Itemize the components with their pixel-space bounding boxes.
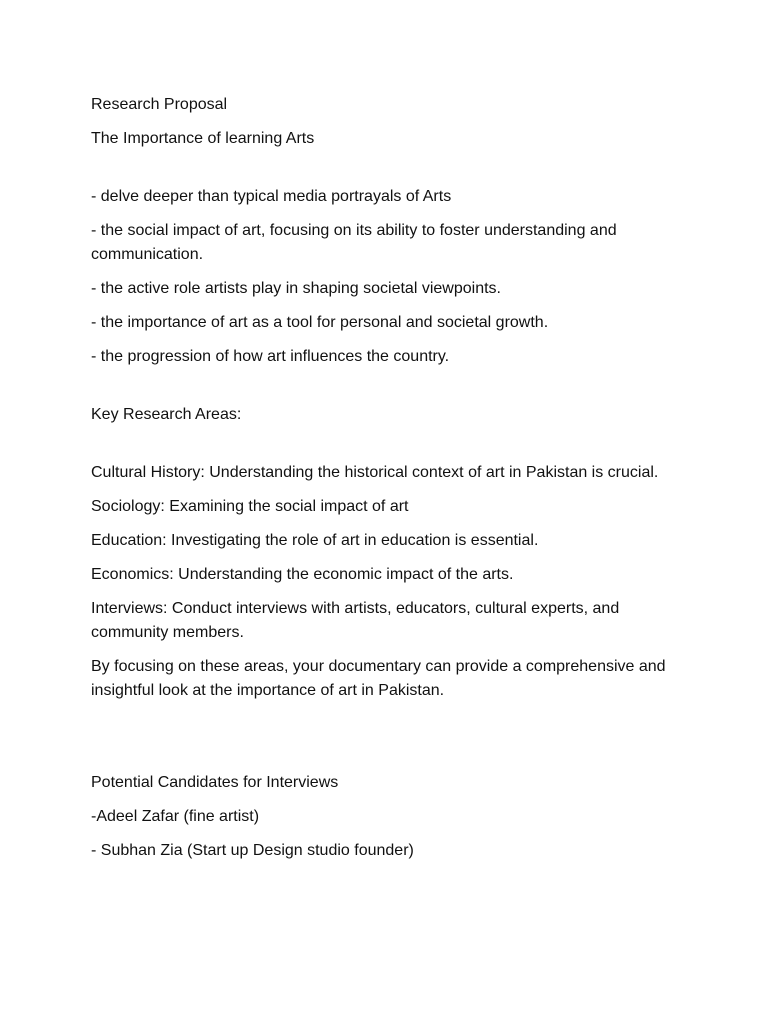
document-body xyxy=(91,93,691,873)
bullet-item: - the social impact of art, focusing on its ability to foster understanding and communication. xyxy=(91,222,617,263)
key-area-item: Cultural History: Understanding the historical context of art in Pakistan is crucial. xyxy=(91,464,659,481)
bullet-item: - delve deeper than typical media portrayals of Arts xyxy=(91,188,452,205)
summary-paragraph: By focusing on these areas, your documentary can provide a comprehensive and insightful look at the importance of art in Pakistan. xyxy=(91,658,666,699)
bullet-item: - the active role artists play in shaping societal viewpoints. xyxy=(91,280,501,297)
bullet-item: - the importance of art as a tool for personal and societal growth. xyxy=(91,314,549,331)
candidate-item: - Subhan Zia (Start up Design studio founder) xyxy=(91,842,414,859)
key-area-item: Interviews: Conduct interviews with artists, educators, cultural experts, and community members. xyxy=(91,600,620,641)
key-area-item: Sociology: Examining the social impact of art xyxy=(91,498,409,515)
bullet-item: - the progression of how art influences the country. xyxy=(91,348,450,365)
candidate-item: -Adeel Zafar (fine artist) xyxy=(91,808,260,825)
document-subtitle: The Importance of learning Arts xyxy=(91,130,315,147)
document-title: Research Proposal xyxy=(91,96,228,113)
key-area-item: Education: Investigating the role of art in education is essential. xyxy=(91,532,539,549)
key-area-item: Economics: Understanding the economic impact of the arts. xyxy=(91,566,514,583)
key-areas-heading: Key Research Areas: xyxy=(91,406,242,423)
candidates-heading: Potential Candidates for Interviews xyxy=(91,774,339,791)
